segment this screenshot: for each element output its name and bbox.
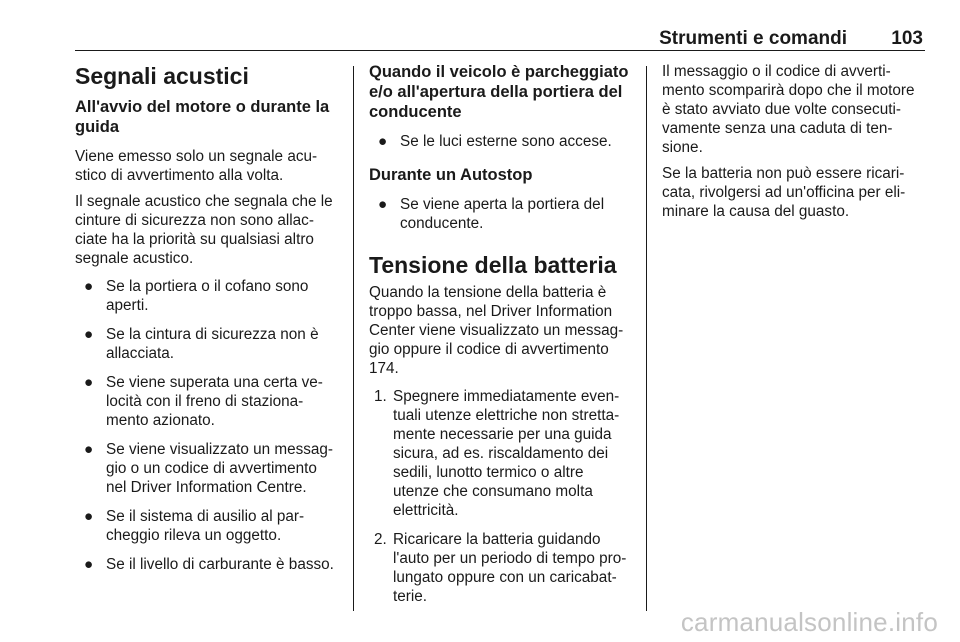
text-line: ciate ha la priorità su qualsiasi altro	[75, 231, 314, 248]
text-line: allacciata.	[106, 345, 175, 362]
text-line: mento azionato.	[106, 412, 215, 429]
text-line: gio o un codice di avvertimento	[106, 460, 317, 477]
heading-line: conducente	[369, 103, 462, 121]
subsection-heading	[369, 62, 641, 122]
bullet-icon: ●	[84, 508, 94, 525]
heading-line: Quando il veicolo è parcheggiato	[369, 63, 629, 81]
text-line: tuali utenze elettriche non stretta-	[393, 407, 620, 424]
text-line: l'auto per un periodo di tempo pro-	[393, 550, 627, 567]
paragraph	[369, 283, 641, 378]
list-item	[75, 277, 350, 315]
bullet-icon: ●	[84, 374, 94, 391]
list-item	[75, 440, 350, 497]
header-section-title: Strumenti e comandi	[659, 28, 847, 49]
text-line: troppo bassa, nel Driver Information	[369, 303, 613, 320]
text-line: Spegnere immediatamente even-	[393, 388, 620, 405]
text-line: locità con il freno di staziona-	[106, 393, 304, 410]
text-line: Viene emesso solo un segnale acu-	[75, 148, 318, 165]
heading-line: guida	[75, 118, 119, 136]
list-item	[75, 555, 350, 574]
text-line: mento scomparirà dopo che il motore	[662, 82, 915, 99]
text-line: 174.	[369, 360, 399, 377]
text-line: Se la portiera o il cofano sono	[106, 278, 309, 295]
list-item	[369, 530, 641, 606]
section-title-segnali-acustici: Segnali acustici	[75, 63, 249, 89]
paragraph	[662, 62, 927, 157]
column-2	[369, 62, 641, 616]
text-line: elettricità.	[393, 502, 459, 519]
text-line: nel Driver Information Centre.	[106, 479, 307, 496]
text-line: cata, rivolgersi ad un'officina per eli-	[662, 184, 906, 201]
list-item	[369, 387, 641, 520]
list-item	[369, 195, 641, 233]
page-header	[75, 28, 925, 51]
text-line: Ricaricare la batteria guidando	[393, 531, 601, 548]
text-line: terie.	[393, 588, 428, 605]
text-line: lungato oppure con un caricabat-	[393, 569, 617, 586]
bullet-list	[369, 132, 641, 151]
paragraph	[75, 192, 350, 268]
text-line: Se la batteria non può essere ricari-	[662, 165, 905, 182]
text-line: vamente senza una caduta di ten-	[662, 120, 893, 137]
list-item	[369, 132, 641, 151]
text-line: Se le luci esterne sono accese.	[400, 133, 612, 150]
text-line: sedili, lunotto termico o altre	[393, 464, 584, 481]
bullet-list	[369, 195, 641, 233]
column-3	[662, 62, 927, 228]
paragraph	[75, 147, 350, 185]
list-item	[75, 507, 350, 545]
text-line: Se viene superata una certa ve-	[106, 374, 323, 391]
column-1	[75, 62, 350, 584]
text-line: Se viene aperta la portiera del	[400, 196, 605, 213]
section-title-tensione-batteria: Tensione della batteria	[369, 252, 617, 278]
text-line: Center viene visualizzato un messag-	[369, 322, 624, 339]
heading-line: e/o all'apertura della portiera del	[369, 83, 623, 101]
subsection-heading: Durante un Autostop	[369, 166, 533, 184]
text-line: sione.	[662, 139, 703, 156]
text-line: cinture di sicurezza non sono allac-	[75, 212, 314, 229]
page-number: 103	[891, 28, 923, 49]
text-line: conducente.	[400, 215, 484, 232]
column-divider	[646, 66, 647, 611]
numbered-list	[369, 387, 641, 606]
text-line: è stato avviato due volte consecuti-	[662, 101, 901, 118]
text-line: Il segnale acustico che segnala che le	[75, 193, 333, 210]
subsection-heading	[75, 97, 350, 137]
bullet-list	[75, 277, 350, 574]
column-divider	[353, 66, 354, 611]
text-line: minare la causa del guasto.	[662, 203, 850, 220]
list-item	[75, 373, 350, 430]
bullet-icon: ●	[378, 133, 388, 150]
bullet-icon: ●	[84, 556, 94, 573]
text-line: Quando la tensione della batteria è	[369, 284, 607, 301]
text-line: Se il sistema di ausilio al par-	[106, 508, 305, 525]
text-line: Se il livello di carburante è basso.	[106, 556, 334, 573]
step-number: 2.	[374, 531, 387, 548]
text-line: Se viene visualizzato un messag-	[106, 441, 334, 458]
watermark: carmanualsonline.info	[680, 607, 938, 637]
paragraph	[662, 164, 927, 221]
text-line: gio oppure il codice di avvertimento	[369, 341, 609, 358]
text-line: segnale acustico.	[75, 250, 194, 267]
heading-line: All'avvio del motore o durante la	[75, 98, 330, 116]
text-line: stico di avvertimento alla volta.	[75, 167, 284, 184]
text-line: aperti.	[106, 297, 149, 314]
text-line: Se la cintura di sicurezza non è	[106, 326, 319, 343]
text-line: utenze che consumano molta	[393, 483, 593, 500]
list-item	[75, 325, 350, 363]
text-line: mente necessarie per una guida	[393, 426, 612, 443]
bullet-icon: ●	[84, 278, 94, 295]
bullet-icon: ●	[84, 441, 94, 458]
step-number: 1.	[374, 388, 387, 405]
bullet-icon: ●	[378, 196, 388, 213]
bullet-icon: ●	[84, 326, 94, 343]
text-line: cheggio rileva un oggetto.	[106, 527, 282, 544]
text-line: sicura, ad es. riscaldamento dei	[393, 445, 609, 462]
text-line: Il messaggio o il codice di avverti-	[662, 63, 891, 80]
